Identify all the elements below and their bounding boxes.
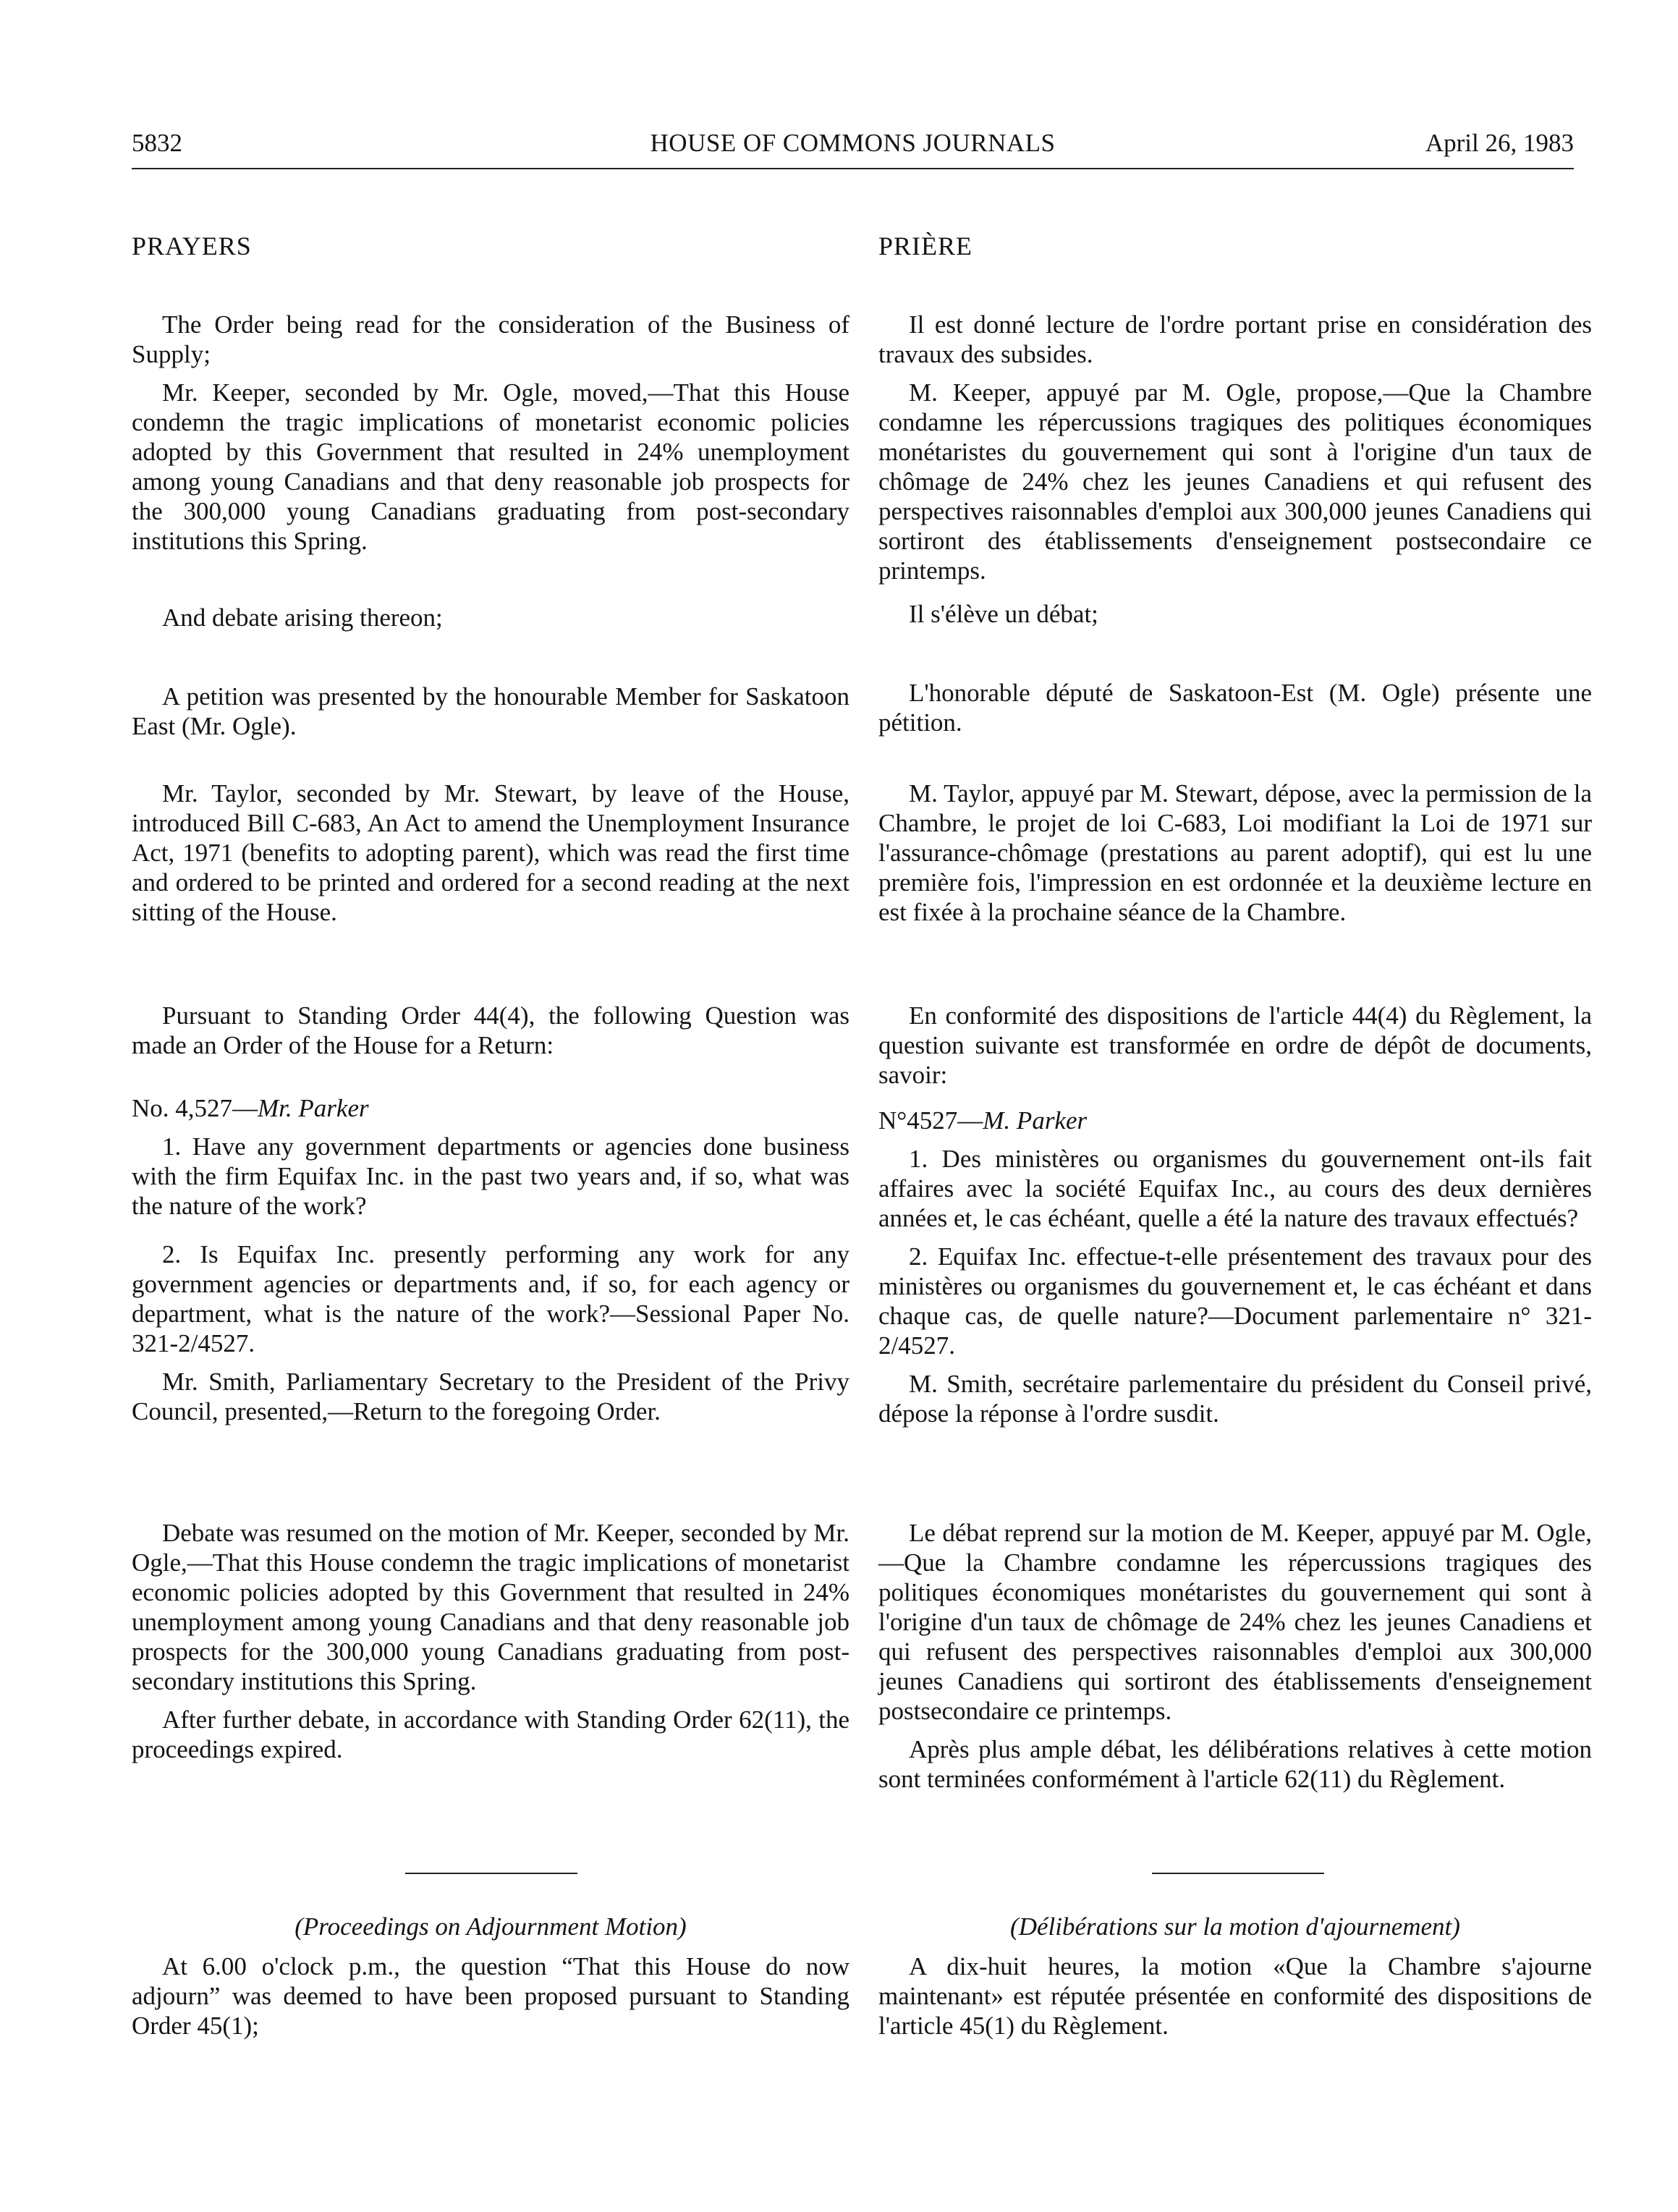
bill-paragraph: M. Taylor, appuyé par M. Stewart, dépose, avec la permission de la Chambre, le projet de loi C-683, Loi modifiant la Loi de 1971 sur l'assurance-chômage (prestations au parent adoptif), qui est lu une première fois, l'impression en est ordonnée et la deuxième lecture en est fixée à la prochaine séance de la Chambre. — [878, 779, 1592, 926]
expired-paragraph: After further debate, in accordance with Standing Order 62(11), the proceedings expired. — [132, 1705, 849, 1763]
question-member: M. Parker — [983, 1106, 1088, 1135]
petition-block-en — [132, 682, 849, 741]
prayers-heading: PRAYERS — [132, 232, 252, 260]
adjournment-heading: (Délibérations sur la motion d'ajournement) — [1010, 1912, 1460, 1941]
question-label — [878, 1106, 1592, 1135]
return-paragraph: M. Smith, secrétaire parlementaire du président du Conseil privé, dépose la réponse à l'ordre susdit. — [878, 1370, 1592, 1428]
section-heading-en — [132, 232, 849, 261]
question-label — [132, 1093, 849, 1123]
question-block-fr — [878, 1001, 1592, 1428]
section-divider — [405, 1873, 577, 1874]
return-paragraph: Mr. Smith, Parliamentary Secretary to the President of the Privy Council, presented,—Return to the foregoing Order. — [132, 1368, 849, 1425]
priere-heading: PRIÈRE — [878, 232, 973, 260]
supply-intro: Il est donné lecture de l'ordre portant prise en considération des travaux des subsides. — [878, 310, 1592, 368]
question-number: N°4527— — [878, 1106, 983, 1135]
debate-block-fr — [878, 599, 1592, 629]
question-number: No. 4,527— — [132, 1094, 258, 1122]
debate-paragraph: And debate arising thereon; — [162, 603, 443, 632]
adjournment-heading: (Proceedings on Adjournment Motion) — [295, 1912, 687, 1941]
question-member: Mr. Parker — [258, 1094, 369, 1122]
page-header — [132, 127, 1574, 169]
adjournment-paragraph: A dix-huit heures, la motion «Que la Chambre s'ajourne maintenant» est réputée présentée en conformité des dispositions de l'article 45(1) du Règlement. — [878, 1952, 1592, 2040]
debate-paragraph: Il s'élève un débat; — [909, 600, 1098, 628]
adjournment-block-en — [132, 1912, 849, 2041]
standing-order-paragraph: En conformité des dispositions de l'article 44(4) du Règlement, la question suivante est transformée en ordre de dépôt de documents, savoir: — [878, 1001, 1592, 1089]
journal-title: HOUSE OF COMMONS JOURNALS — [650, 129, 1056, 157]
page-date: April 26, 1983 — [1425, 129, 1574, 157]
supply-block-fr — [878, 310, 1592, 585]
bill-block-en — [132, 779, 849, 927]
petition-block-fr — [878, 678, 1592, 737]
debate-resumed-paragraph: Le débat reprend sur la motion de M. Keeper, appuyé par M. Ogle,—Que la Chambre condamne les répercussions tragiques des politiques économiques monétaristes du gouvernement qui sont à l'origine d'un taux de chômage de 24% chez les jeunes Canadiens et qui refusent des perspectives raisonnables d'emploi aux 300,000 jeunes Canadiens qui sortiront des établissements d'enseignement postsecondaire ce printemps. — [878, 1519, 1592, 1725]
motion-paragraph: Mr. Keeper, seconded by Mr. Ogle, moved,—That this House condemn the tragic implications of monetarist economic policies adopted by this Government that resulted in 24% unemployment among young Canadians and that deny reasonable job prospects for the 300,000 young Canadians graduating from post-secondary institutions this Spring. — [132, 378, 849, 555]
question-item-1: 1. Des ministères ou organismes du gouvernement ont-ils fait affaires avec la société Equifax Inc., au cours des deux dernières années et, le cas échéant, quelle a été la nature des travaux effectués? — [878, 1145, 1592, 1232]
standing-order-paragraph: Pursuant to Standing Order 44(4), the following Question was made an Order of the House for a Return: — [132, 1001, 849, 1059]
debate-resumed-paragraph: Debate was resumed on the motion of Mr. Keeper, seconded by Mr. Ogle,—That this House condemn the tragic implications of monetarist economic policies adopted by this Government that resulted in 24% unemployment among young Canadians and that deny reasonable job prospects for the 300,000 young Canadians graduating from post-secondary institutions this Spring. — [132, 1519, 849, 1695]
expired-paragraph: Après plus ample débat, les délibérations relatives à cette motion sont terminées conformément à l'article 62(11) du Règlement. — [878, 1735, 1592, 1793]
bill-block-fr — [878, 779, 1592, 927]
question-item-2: 2. Is Equifax Inc. presently performing any work for any government agencies or departments and, if so, for each agency or department, what is the nature of the work?—Sessional Paper No. 321-2/4527. — [132, 1240, 849, 1357]
question-item-1: 1. Have any government departments or agencies done business with the firm Equifax Inc. in the past two years and, if so, what was the nature of the work? — [132, 1132, 849, 1220]
supply-intro: The Order being read for the consideration of the Business of Supply; — [132, 310, 849, 368]
resumed-block-fr — [878, 1518, 1592, 1794]
adjournment-paragraph: At 6.00 o'clock p.m., the question “That this House do now adjourn” was deemed to have been proposed pursuant to Standing Order 45(1); — [132, 1952, 849, 2040]
petition-paragraph: L'honorable député de Saskatoon-Est (M. Ogle) présente une pétition. — [878, 679, 1592, 737]
resumed-block-en — [132, 1518, 849, 1764]
question-block-en — [132, 1001, 849, 1426]
page-number: 5832 — [132, 129, 182, 157]
motion-paragraph: M. Keeper, appuyé par M. Ogle, propose,—Que la Chambre condamne les répercussions tragiques des politiques économiques monétaristes du gouvernement qui sont à l'origine d'un taux de chômage de 24% chez les jeunes Canadiens et qui refusent des perspectives raisonnables d'emploi aux 300,000 jeunes Canadiens qui sortiront des établissements d'enseignement postsecondaire ce printemps. — [878, 378, 1592, 585]
section-heading-fr — [878, 232, 1592, 261]
question-item-2: 2. Equifax Inc. effectue-t-elle présentement des travaux pour des ministères ou organismes du gouvernement et, le cas échéant et dans chaque cas, de quelle nature?—Document parlementaire n° 321-2/4527. — [878, 1242, 1592, 1360]
adjournment-block-fr — [878, 1912, 1592, 2041]
supply-block-en — [132, 310, 849, 556]
section-divider — [1152, 1873, 1324, 1874]
petition-paragraph: A petition was presented by the honourable Member for Saskatoon East (Mr. Ogle). — [132, 682, 849, 740]
debate-block-en — [132, 603, 849, 632]
bill-paragraph: Mr. Taylor, seconded by Mr. Stewart, by leave of the House, introduced Bill C-683, An Act to amend the Unemployment Insurance Act, 1971 (benefits to adopting parent), which was read the first time and ordered to be printed and ordered for a second reading at the next sitting of the House. — [132, 779, 849, 926]
